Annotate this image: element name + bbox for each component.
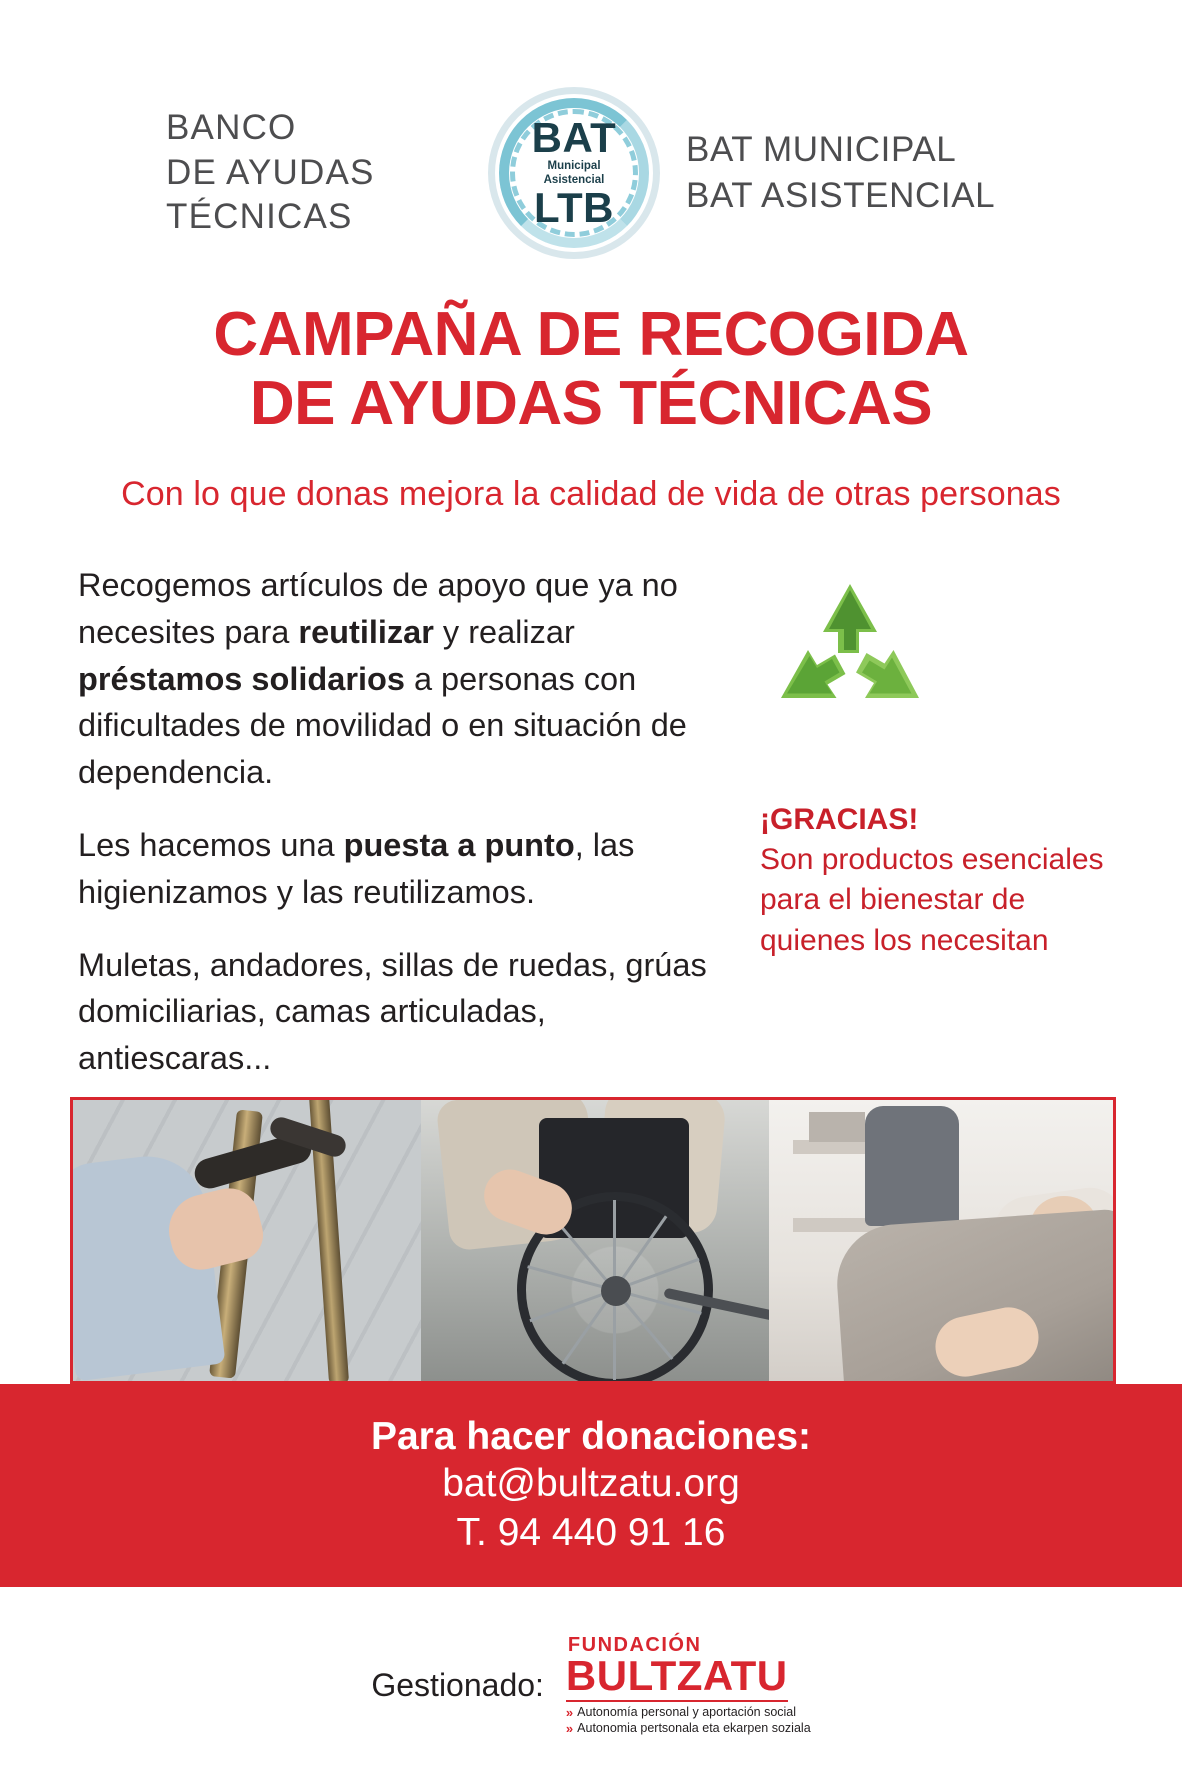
body-copy bbox=[78, 562, 738, 1082]
body-p1-part-a: Recogemos artículos de apoyo que ya no necesites para bbox=[78, 567, 678, 650]
body-p2-bold-puesta: puesta a punto bbox=[343, 826, 575, 863]
header-left-line-3: TÉCNICAS bbox=[166, 197, 353, 237]
campaign-title-line-2: DE AYUDAS TÉCNICAS bbox=[249, 369, 933, 439]
campaign-subtitle: Con lo que donas mejora la calidad de vida de otras personas bbox=[121, 475, 1061, 513]
photo-bed-box bbox=[809, 1112, 865, 1142]
logo-asistencial-text: Asistencial bbox=[543, 174, 605, 186]
body-paragraph-1 bbox=[78, 562, 738, 796]
campaign-title-line-1: CAMPAÑA DE RECOGIDA bbox=[213, 300, 969, 369]
managed-by-label: Gestionado: bbox=[371, 1667, 544, 1704]
body-p2-part-a: Les hacemos una bbox=[78, 826, 344, 863]
photo-bed-chair bbox=[865, 1106, 959, 1226]
managed-by bbox=[0, 1635, 1182, 1737]
bultzatu-tagline-es-row bbox=[566, 1705, 811, 1721]
bultzatu-tagline-eu-row bbox=[566, 1721, 811, 1737]
header-left-line-2: DE AYUDAS bbox=[166, 152, 375, 192]
bultzatu-tagline-es: Autonomía personal y aportación social bbox=[577, 1705, 797, 1719]
donations-phone[interactable]: T. 94 440 91 16 bbox=[456, 1510, 726, 1554]
photo-walker bbox=[73, 1100, 421, 1381]
header-right-line-1: BAT MUNICIPAL bbox=[686, 129, 957, 169]
recycle-icon bbox=[760, 575, 940, 725]
campaign-title bbox=[0, 300, 1182, 439]
chevron-icon: » bbox=[565, 1720, 574, 1736]
chevron-icon: » bbox=[565, 1705, 574, 1720]
photo-strip bbox=[70, 1097, 1116, 1384]
header-right-line-2: BAT ASISTENCIAL bbox=[686, 176, 996, 215]
logo-bat-text: BAT bbox=[531, 113, 617, 161]
logo-ltb-text: LTB bbox=[533, 184, 615, 232]
body-paragraph-2 bbox=[78, 822, 738, 916]
bultzatu-tagline-eu: Autonomia pertsonala eta ekarpen soziala bbox=[577, 1720, 811, 1735]
photo-bed bbox=[769, 1100, 1113, 1381]
body-p1-part-e: a personas con dificultades de movilidad o en situación de dependencia. bbox=[78, 660, 687, 791]
body-p1-part-c: y realizar bbox=[433, 613, 575, 650]
photo-wheelchair-hub bbox=[601, 1276, 631, 1306]
body-p1-bold-reutilizar: reutilizar bbox=[298, 613, 434, 650]
photo-wheelchair bbox=[421, 1100, 769, 1381]
header-left-text bbox=[166, 106, 466, 240]
donations-title: Para hacer donaciones: bbox=[370, 1415, 811, 1459]
thanks-text: Son productos esenciales para el bienestar de quienes los necesitan bbox=[760, 843, 1104, 957]
donations-band bbox=[0, 1384, 1182, 1587]
thanks-heading: ¡GRACIAS! bbox=[760, 803, 919, 836]
donations-email[interactable]: bat@bultzatu.org bbox=[442, 1462, 740, 1506]
body-paragraph-3: Muletas, andadores, sillas de ruedas, grúas domiciliarias, camas articuladas, antiescaras... bbox=[78, 946, 707, 1077]
thanks-block bbox=[760, 800, 1130, 961]
poster-header bbox=[0, 78, 1182, 268]
bat-ltb-logo bbox=[480, 79, 668, 267]
header-left-line-1: BANCO bbox=[166, 107, 297, 147]
bultzatu-wordmark: BULTZATU bbox=[565, 1652, 788, 1699]
header-right-text bbox=[686, 127, 1016, 219]
body-p1-bold-prestamos: préstamos solidarios bbox=[78, 660, 405, 697]
body-p2-part-c: , las higienizamos y las reutilizamos. bbox=[78, 826, 635, 910]
bultzatu-divider bbox=[566, 1700, 788, 1702]
bultzatu-fundacion-text: FUNDACIÓN bbox=[567, 1634, 702, 1656]
bultzatu-logo bbox=[566, 1635, 811, 1737]
logo-core bbox=[518, 113, 630, 232]
logo-municipal-text: Municipal bbox=[547, 159, 601, 172]
